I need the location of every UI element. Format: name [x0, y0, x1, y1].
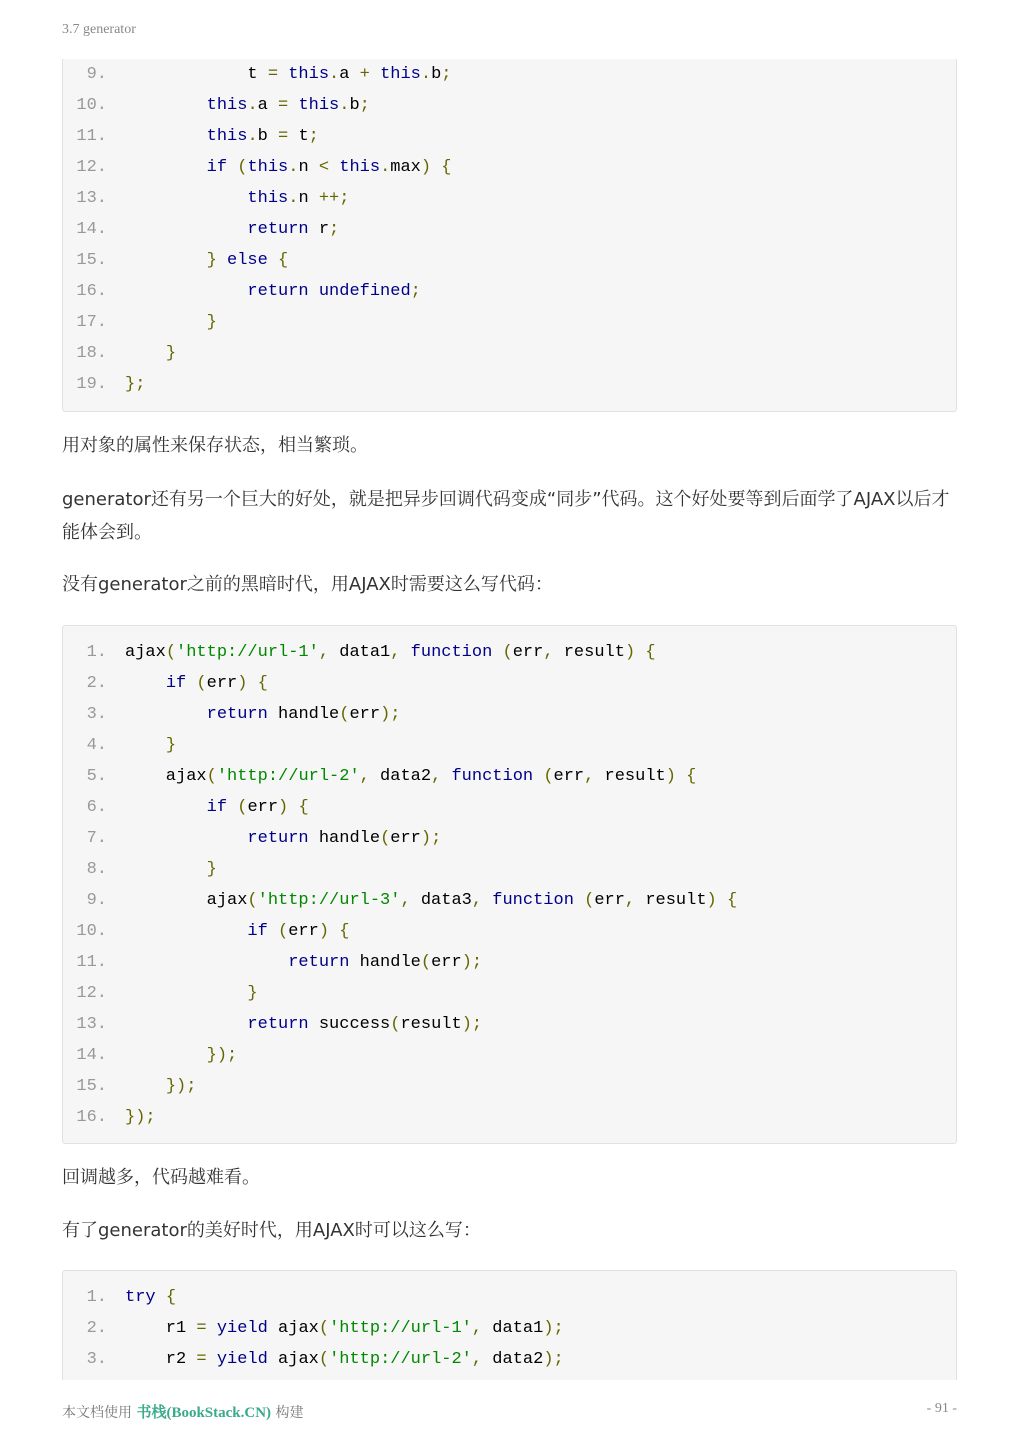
line-number: 17.: [76, 313, 107, 332]
line-number: 11.: [76, 953, 107, 972]
code-token: ;: [359, 96, 370, 115]
code-text: [125, 978, 258, 1009]
code-token: [156, 1288, 166, 1307]
code-token: .: [380, 158, 391, 177]
code-text: [125, 1071, 196, 1102]
line-number: 11.: [76, 127, 107, 146]
code-token: [125, 1015, 247, 1034]
code-text: [125, 668, 268, 699]
code-token: [125, 127, 207, 146]
code-token: this: [288, 65, 330, 84]
code-text: [125, 90, 370, 121]
code-text: [125, 276, 421, 307]
code-token: .: [420, 65, 432, 84]
code-token: yield: [216, 1319, 268, 1338]
code-token: [125, 705, 207, 724]
code-token: n: [298, 189, 319, 208]
line-number: 2.: [86, 674, 107, 693]
code-token: [227, 158, 237, 177]
code-token: ajax: [125, 767, 207, 786]
code-token: err: [512, 643, 544, 662]
code-token: [288, 798, 298, 817]
paragraph-dark-age: 没有generator之前的黑暗时代，用AJAX时需要这么写代码：: [62, 574, 553, 595]
line-number: 10.: [76, 96, 107, 115]
code-token: [482, 891, 492, 910]
code-token: this: [206, 96, 248, 115]
code-token: [125, 1046, 207, 1065]
code-text: [125, 1282, 176, 1313]
code-text: [125, 307, 217, 338]
code-block-generator-ajax: [62, 1270, 957, 1380]
code-token: t: [125, 65, 268, 84]
code-token: [207, 1319, 217, 1338]
code-token: ;: [308, 127, 319, 146]
code-token: [125, 1077, 166, 1096]
code-token: (: [390, 1015, 401, 1034]
code-token: .: [339, 96, 350, 115]
code-token: );: [543, 1319, 564, 1338]
code-token: (: [237, 798, 248, 817]
line-number: 8.: [86, 860, 107, 879]
code-token: b: [257, 127, 279, 146]
code-token: 'http://url-2': [216, 767, 360, 786]
line-number: 9.: [86, 65, 107, 84]
line-number: 12.: [76, 158, 107, 177]
footer-suffix: 构建: [271, 1405, 304, 1421]
code-token: }: [247, 984, 258, 1003]
code-token: ,: [400, 891, 411, 910]
line-number: 14.: [76, 1046, 107, 1065]
code-token: {: [339, 922, 350, 941]
code-token: [309, 282, 319, 301]
code-token: r: [308, 220, 330, 239]
code-token: );: [380, 705, 401, 724]
line-number: 14.: [76, 220, 107, 239]
code-token: ): [318, 922, 330, 941]
code-token: {: [441, 158, 452, 177]
code-token: (: [278, 922, 289, 941]
code-text: [125, 152, 452, 183]
line-number: 1.: [86, 643, 107, 662]
code-token: err: [288, 922, 319, 941]
code-token: data1: [329, 643, 391, 662]
code-token: (: [339, 705, 350, 724]
code-text: [125, 916, 349, 947]
code-token: {: [257, 674, 268, 693]
code-token: );: [461, 953, 483, 972]
code-token: (: [543, 767, 554, 786]
code-token: t: [288, 127, 309, 146]
code-token: [533, 767, 543, 786]
paragraph-object-state: 用对象的属性来保存状态，相当繁琐。: [62, 435, 368, 456]
code-block-continued: [62, 59, 957, 412]
code-text: [125, 1102, 156, 1133]
code-token: [125, 798, 207, 817]
code-token: function: [410, 643, 493, 662]
code-token: }: [165, 736, 177, 755]
code-text: [125, 699, 400, 730]
code-token: this: [298, 96, 340, 115]
code-token: (: [584, 891, 595, 910]
code-token: (: [206, 767, 217, 786]
code-token: [227, 798, 237, 817]
line-number: 5.: [86, 767, 107, 786]
code-token: return: [247, 1015, 309, 1034]
code-token: ,: [390, 643, 401, 662]
code-token: .: [247, 96, 258, 115]
code-token: });: [206, 1046, 238, 1065]
code-token: ajax: [267, 1319, 319, 1338]
code-token: {: [686, 767, 697, 786]
code-text: [125, 885, 737, 916]
code-text: [125, 1009, 482, 1040]
code-token: return: [247, 220, 309, 239]
code-text: [125, 183, 349, 214]
line-number: 13.: [76, 189, 107, 208]
code-token: );: [543, 1350, 564, 1369]
code-token: {: [298, 798, 309, 817]
code-text: [125, 637, 656, 668]
paragraph-generator-benefit: generator还有另一个巨大的好处，就是把异步回调代码变成“同步”代码。这个好处要等到后面学了AJAX以后才能体会到。: [62, 489, 950, 543]
line-number: 3.: [86, 705, 107, 724]
code-token: err: [349, 705, 381, 724]
code-token: (: [420, 953, 432, 972]
code-token: data2: [369, 767, 432, 786]
code-token: err: [247, 798, 279, 817]
code-token: [574, 891, 584, 910]
code-token: }: [206, 860, 217, 879]
code-token: this: [247, 189, 289, 208]
code-token: err: [390, 829, 421, 848]
code-token: result: [635, 891, 707, 910]
code-token: ,: [359, 767, 370, 786]
code-token: [125, 344, 166, 363]
code-token: (: [502, 643, 513, 662]
line-number: 10.: [76, 922, 107, 941]
code-token: ,: [431, 767, 442, 786]
code-token: handle: [267, 705, 340, 724]
line-number: 4.: [86, 736, 107, 755]
code-block-callbacks: [62, 625, 957, 1144]
line-number: 18.: [76, 344, 107, 363]
code-token: ;: [410, 282, 421, 301]
code-token: result: [400, 1015, 462, 1034]
code-token: =: [278, 127, 289, 146]
code-token: );: [461, 1015, 483, 1034]
code-text: [125, 369, 145, 400]
code-token: ): [624, 643, 636, 662]
code-token: [125, 736, 166, 755]
code-token: return: [247, 282, 309, 301]
code-token: [125, 251, 207, 270]
code-text: [125, 59, 451, 90]
footer-credit: [62, 1401, 304, 1422]
code-token: result: [594, 767, 666, 786]
code-token: ): [706, 891, 717, 910]
code-token: [268, 922, 278, 941]
code-token: ;: [329, 220, 340, 239]
paragraph-generator-age: 有了generator的美好时代，用AJAX时可以这么写：: [62, 1220, 481, 1241]
code-token: (: [196, 674, 207, 693]
code-token: =: [278, 96, 289, 115]
code-token: }: [206, 313, 217, 332]
code-token: [492, 643, 502, 662]
code-token: ,: [624, 891, 636, 910]
code-token: [125, 282, 247, 301]
code-text: [125, 823, 441, 854]
code-token: data2: [482, 1350, 544, 1369]
code-token: err: [206, 674, 238, 693]
code-token: if: [206, 798, 228, 817]
code-token: =: [196, 1350, 207, 1369]
code-token: [217, 251, 227, 270]
code-token: +: [359, 65, 370, 84]
footer-prefix: 本文档使用: [62, 1405, 137, 1421]
code-token: [431, 158, 441, 177]
code-token: ajax: [125, 643, 166, 662]
code-token: .: [288, 189, 299, 208]
code-token: .: [329, 65, 340, 84]
code-token: =: [267, 65, 279, 84]
code-text: [125, 947, 482, 978]
code-token: b: [431, 65, 442, 84]
line-number: 16.: [76, 1108, 107, 1127]
code-token: (: [318, 1350, 330, 1369]
code-token: ,: [471, 1350, 483, 1369]
code-token: success: [308, 1015, 391, 1034]
code-token: data1: [482, 1319, 544, 1338]
code-token: ++;: [318, 189, 350, 208]
code-token: 'http://url-3': [257, 891, 401, 910]
code-token: {: [165, 1288, 177, 1307]
code-token: return: [288, 953, 350, 972]
code-token: ,: [471, 891, 483, 910]
line-number: 7.: [86, 829, 107, 848]
code-token: [635, 643, 645, 662]
code-token: });: [125, 1108, 156, 1127]
code-text: [125, 338, 176, 369]
code-token: this: [206, 127, 248, 146]
code-text: [125, 214, 339, 245]
code-token: function: [492, 891, 574, 910]
code-token: ,: [584, 767, 595, 786]
code-token: [370, 65, 380, 84]
code-token: a: [339, 65, 360, 84]
code-token: this: [339, 158, 381, 177]
code-token: ): [420, 158, 432, 177]
code-token: [125, 96, 207, 115]
code-token: this: [380, 65, 421, 84]
code-text: [125, 245, 288, 276]
code-token: [288, 96, 298, 115]
code-token: (: [165, 643, 177, 662]
code-token: [125, 984, 247, 1003]
line-number: 2.: [86, 1319, 107, 1338]
code-token: });: [165, 1077, 197, 1096]
code-token: ,: [543, 643, 554, 662]
code-token: ): [237, 674, 248, 693]
code-token: ,: [318, 643, 330, 662]
code-text: [125, 761, 696, 792]
code-token: [441, 767, 451, 786]
code-token: .: [288, 158, 299, 177]
code-token: [125, 829, 247, 848]
code-token: ): [665, 767, 676, 786]
code-token: };: [125, 375, 146, 394]
code-token: 'http://url-1': [329, 1319, 472, 1338]
code-token: ;: [441, 65, 452, 84]
page-number: - 91 -: [926, 1401, 957, 1416]
code-token: [125, 189, 247, 208]
code-token: [125, 860, 207, 879]
code-text: [125, 1344, 564, 1375]
code-token: [717, 891, 727, 910]
code-token: if: [206, 158, 228, 177]
code-token: r1: [125, 1319, 197, 1338]
code-token: a: [257, 96, 279, 115]
code-token: 'http://url-1': [176, 643, 319, 662]
code-text: [125, 121, 319, 152]
code-token: [400, 643, 410, 662]
paragraph-callback-ugly: 回调越多，代码越难看。: [62, 1167, 260, 1188]
code-token: {: [645, 643, 656, 662]
code-token: <: [318, 158, 330, 177]
code-token: handle: [308, 829, 381, 848]
code-text: [125, 854, 217, 885]
line-number: 9.: [86, 891, 107, 910]
line-number: 1.: [86, 1288, 107, 1307]
code-token: [278, 65, 288, 84]
code-token: ajax: [267, 1350, 319, 1369]
line-number: 6.: [86, 798, 107, 817]
code-token: [268, 251, 278, 270]
running-header: 3.7 generator: [62, 22, 136, 37]
code-token: 'http://url-2': [329, 1350, 472, 1369]
code-token: (: [380, 829, 391, 848]
code-token: [329, 158, 339, 177]
code-token: [125, 313, 207, 332]
code-token: [125, 220, 247, 239]
code-text: [125, 730, 176, 761]
code-token: [125, 953, 288, 972]
code-token: try: [125, 1288, 156, 1307]
code-token: ajax: [125, 891, 248, 910]
code-token: err: [431, 953, 462, 972]
code-token: }: [206, 251, 217, 270]
code-token: if: [165, 674, 187, 693]
line-number: 16.: [76, 282, 107, 301]
line-number: 13.: [76, 1015, 107, 1034]
code-token: [207, 1350, 217, 1369]
code-token: data3: [410, 891, 472, 910]
code-token: ): [278, 798, 289, 817]
code-token: (: [237, 158, 248, 177]
code-token: err: [553, 767, 585, 786]
code-token: (: [318, 1319, 330, 1338]
code-text: [125, 1313, 564, 1344]
code-token: =: [196, 1319, 207, 1338]
line-number: 15.: [76, 1077, 107, 1096]
code-token: ,: [471, 1319, 483, 1338]
code-token: else: [227, 251, 268, 270]
code-token: [186, 674, 196, 693]
code-token: yield: [216, 1350, 268, 1369]
code-text: [125, 792, 309, 823]
code-token: return: [206, 705, 268, 724]
code-token: [676, 767, 686, 786]
code-token: handle: [349, 953, 421, 972]
code-token: [125, 674, 166, 693]
line-number: 3.: [86, 1350, 107, 1369]
code-token: max: [390, 158, 421, 177]
code-token: [329, 922, 339, 941]
code-text: [125, 1040, 237, 1071]
code-token: {: [726, 891, 738, 910]
line-number: 12.: [76, 984, 107, 1003]
code-token: [125, 158, 207, 177]
code-token: if: [247, 922, 268, 941]
code-token: (: [247, 891, 258, 910]
code-token: this: [247, 158, 289, 177]
code-token: {: [278, 251, 289, 270]
code-token: n: [298, 158, 319, 177]
line-number: 19.: [76, 375, 107, 394]
footer-brand-link[interactable]: 书栈(BookStack.CN): [136, 1405, 272, 1421]
code-token: undefined: [318, 282, 411, 301]
code-token: err: [594, 891, 625, 910]
code-token: }: [165, 344, 177, 363]
code-token: );: [420, 829, 442, 848]
code-token: .: [247, 127, 258, 146]
code-token: result: [553, 643, 625, 662]
line-number: 15.: [76, 251, 107, 270]
code-token: b: [349, 96, 360, 115]
code-token: return: [247, 829, 309, 848]
code-token: [247, 674, 257, 693]
code-token: function: [451, 767, 534, 786]
code-token: [125, 922, 247, 941]
code-token: r2: [125, 1350, 197, 1369]
